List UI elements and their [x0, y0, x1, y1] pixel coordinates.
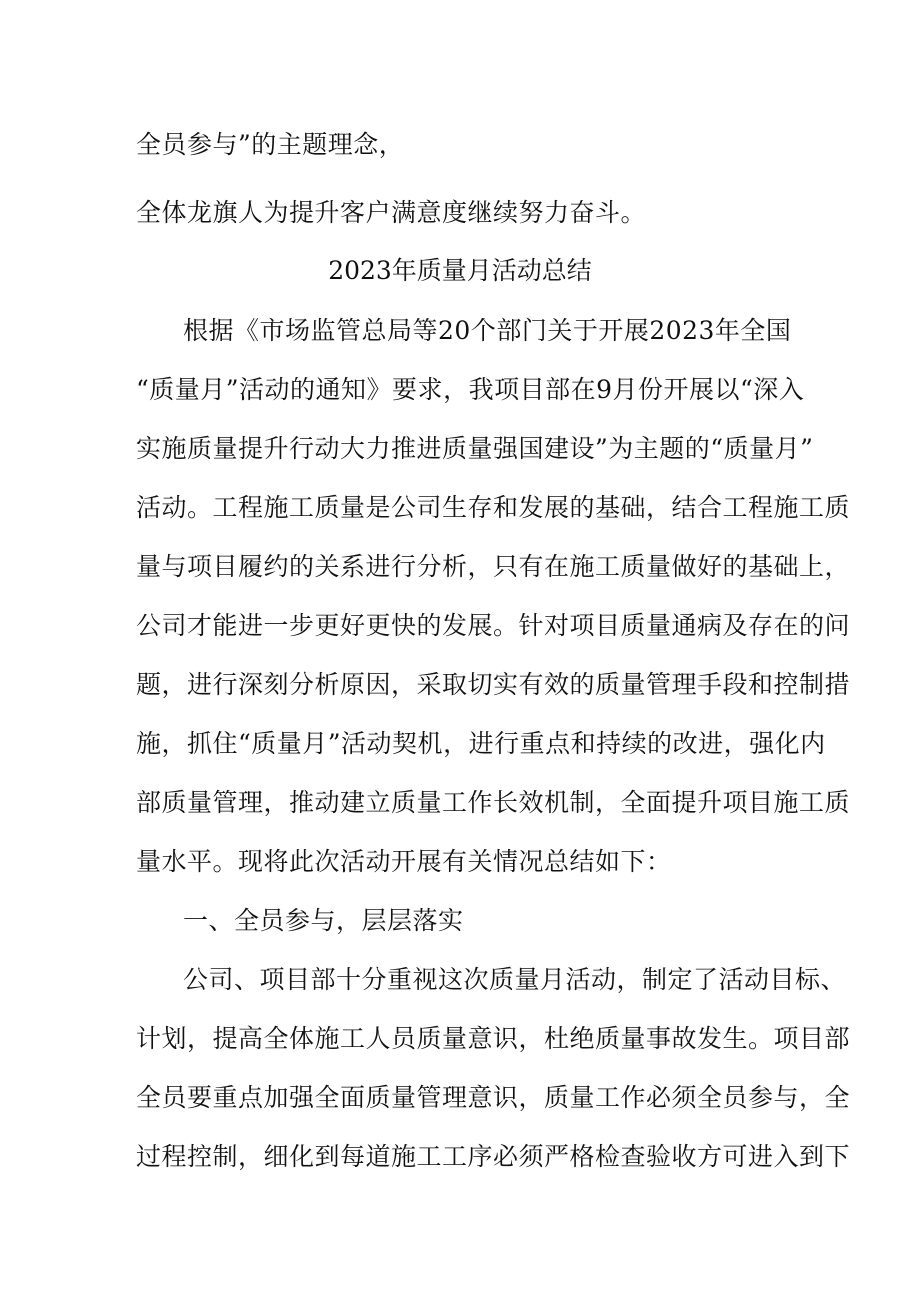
document-title: 2023年质量月活动总结 — [328, 256, 592, 285]
paragraph1-line-3: 实施质量提升行动大力推进质量强国建设”为主题的“质量月” — [136, 434, 814, 463]
paragraph1-line-2: “质量月”活动的通知》要求，我项目部在9月份开展以“深入 — [136, 375, 805, 404]
paragraph2-line-4: 过程控制，细化到每道施工工序必须严格检查验收方可进入到下 — [136, 1142, 851, 1171]
paragraph1-line-7: 题，进行深刻分析原因，采取切实有效的质量管理手段和控制措 — [136, 670, 851, 699]
paragraph2-line-2: 计划，提高全体施工人员质量意识，杜绝质量事故发生。项目部 — [136, 1024, 851, 1053]
intro-line-1: 全员参与”的主题理念， — [136, 130, 405, 159]
paragraph2-line-1: 公司、项目部十分重视这次质量月活动，制定了活动目标、 — [183, 965, 847, 994]
paragraph1-line-5: 量与项目履约的关系进行分析，只有在施工质量做好的基础上， — [136, 552, 851, 581]
paragraph1-line-9: 部质量管理，推动建立质量工作长效机制，全面提升项目施工质 — [136, 788, 851, 817]
paragraph1-line-6: 公司才能进一步更好更快的发展。针对项目质量通病及存在的问 — [136, 611, 851, 640]
section1-heading: 一、全员参与，层层落实 — [183, 906, 464, 935]
intro-line-2: 全体龙旗人为提升客户满意度继续努力奋斗。 — [136, 198, 647, 227]
paragraph1-line-4: 活动。工程施工质量是公司生存和发展的基础，结合工程施工质 — [136, 493, 851, 522]
paragraph1-line-10: 量水平。现将此次活动开展有关情况总结如下： — [136, 847, 672, 876]
paragraph2-line-3: 全员要重点加强全面质量管理意识，质量工作必须全员参与，全 — [136, 1083, 851, 1112]
paragraph1-line-1: 根据《市场监管总局等20个部门关于开展2023年全国 — [183, 316, 792, 345]
paragraph1-line-8: 施，抓住“质量月”活动契机，进行重点和持续的改进，强化内 — [136, 729, 826, 758]
